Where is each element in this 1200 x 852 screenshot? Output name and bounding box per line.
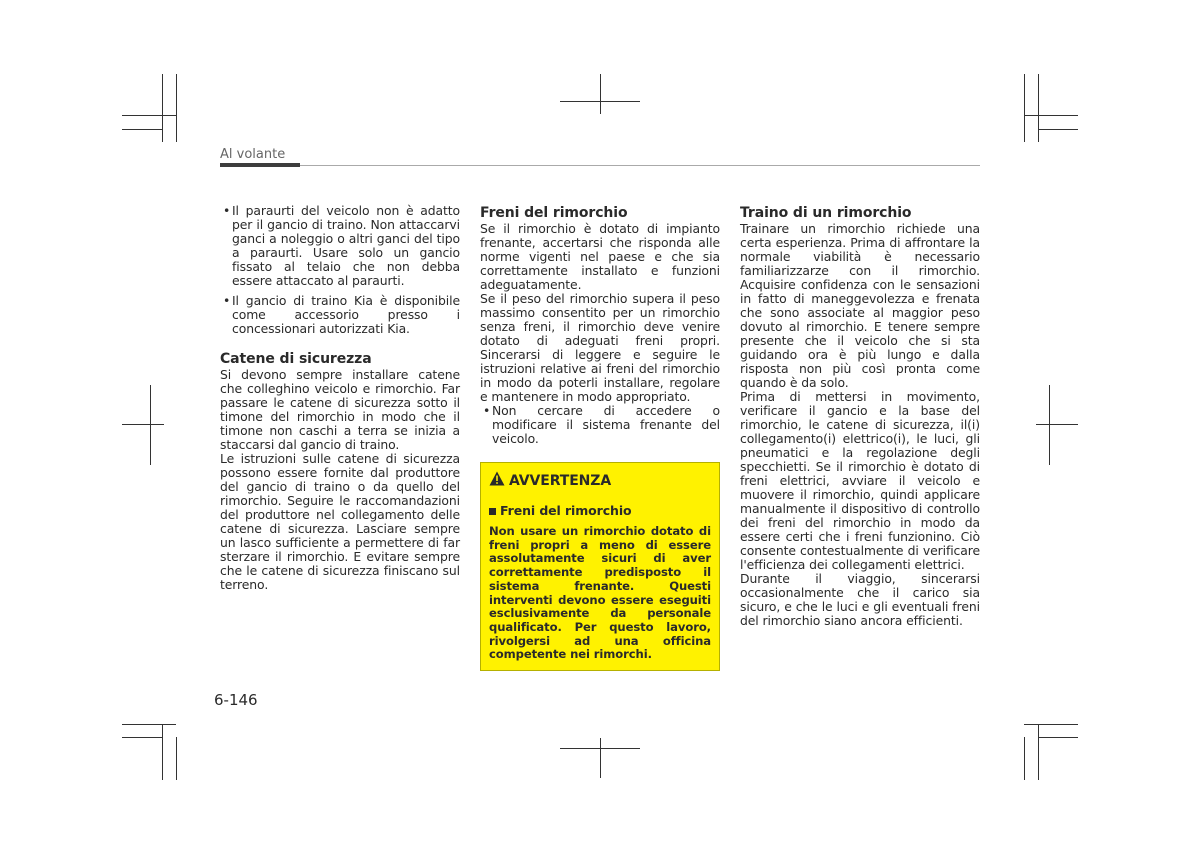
crop-mark [1024,724,1078,725]
warning-title [489,471,711,491]
crop-mark [162,724,163,780]
paragraph: Se il rimorchio è dotato di impianto frenante, accertarsi che risponda alle norme vigenti nel paese e che sia correttamente installato e funzioni adeguatamente. [480,221,720,292]
registration-mark [600,738,601,778]
warning-title-text: AVVERTENZA [509,473,612,489]
paragraph: Se il peso del rimorchio supera il peso massimo consentito per un rimorchio senza freni, il rimorchio deve venire dotato di adeguati freni propri. Sincerarsi di leggere e seguire le istruzioni relative ai freni del rimorchio in modo da poterli installare, regolare e mantenere in modo appropriato. [480,291,720,404]
paragraph: Prima di mettersi in movimento, verificare il gancio e la base del rimorchio, le catene di sicurezza, il(i) collegamento(i) elettrico(i), le luci, gli pneumatici e la regolazione degli specchietti. Se il rimorchio è dotato di freni elettrici, avviare il veicolo e muovere il rimorchio, quindi applicare manualmente il dispositivo di controllo dei freni del rimorchio in modo da essere certi che i freni funzionino. Ciò consente contestualmente di verificare l'efficienza dei collegamenti elettrici. [740,389,980,572]
paragraph: Trainare un rimorchio richiede una certa esperienza. Prima di affrontare la normale viabilità è necessario familiarizzarze con il rimorchio. Acquisire confidenza con le sensazioni in fatto di maneggevolezza e frenata che sono associate al maggior peso dovuto al rimorchio. E tenere sempre presente che il veicolo che si sta guidando ora è più lungo e dalla risposta non più così pronta come quando è da solo. [740,221,980,390]
paragraph: Si devono sempre installare catene che colleghino veicolo e rimorchio. Far passare le catene di sicurezza sotto il timone del rimorchio in modo che il timone non caschi a terra se inizia a staccarsi dal gancio di traino. [220,367,460,452]
section-title-safety-chains: Catene di sicurezza [220,351,372,367]
section-title-towing: Traino di un rimorchio [740,205,912,221]
column-right [740,204,980,628]
paragraph: Le istruzioni sulle catene di sicurezza possono essere fornite dal produttore del gancio di traino o da quello del rimorchio. Seguire le raccomandazioni del produttore nel collegamento delle catene di sicurezza. Lasciare sempre un lasco sufficiente a permettere di far sterzare il rimorchio. E evitare sempre che le catene di sicurezza finiscano sul terreno. [220,451,460,592]
column-middle [480,204,720,671]
warning-box [480,462,720,671]
crop-mark [122,737,162,738]
crop-mark [176,74,177,142]
crop-mark [122,115,176,116]
crop-mark [1024,737,1025,780]
crop-mark [176,737,177,780]
column-left [220,204,460,592]
warning-body: Non usare un rimorchio dotato di freni propri a meno di essere assolutamente sicuri di aver correttamente predisposto il sistema frenante. Questi interventi devono essere eseguiti esclusivamente da personale qualificato. Per questo lavoro, rivolgersi ad una officina competente nei rimorchi. [489,524,711,662]
warning-subtitle [489,503,711,519]
crop-mark [122,129,162,130]
bullet-item: • Non cercare di accedere o modificare il sistema frenante del veicolo. [480,404,720,446]
paragraph: Durante il viaggio, sincerarsi occasionalmente che il carico sia sicuro, e che le luci e gli eventuali freni del rimorchio siano ancora efficienti. [740,571,980,628]
crop-mark [1038,129,1078,130]
crop-mark [1024,115,1078,116]
registration-mark [1049,385,1050,465]
running-header: Al volante [220,147,286,162]
registration-mark [122,424,164,425]
crop-mark [162,74,163,142]
crop-mark [1038,74,1039,142]
header-rule [220,163,300,167]
bullet-item: • Il gancio di traino Kia è disponibile come accessorio presso i concessionari autorizzati Kia. [220,294,460,336]
header-rule [300,165,980,166]
registration-mark [1036,424,1078,425]
registration-mark [150,385,151,465]
crop-mark [1038,724,1039,780]
crop-mark [122,724,176,725]
bullet-item: • Il paraurti del veicolo non è adatto per il gancio di traino. Non attaccarvi ganci a noleggio o altri ganci del tipo a paraurti. Usare solo un gancio fissato al telaio che non debba essere attaccato al paraurti. [220,204,460,288]
registration-mark [600,74,601,114]
page-number: 6-146 [214,691,258,709]
registration-mark [560,748,640,749]
registration-mark [560,101,640,102]
crop-mark [1024,74,1025,142]
warning-subtitle-text: Freni del rimorchio [500,503,632,518]
square-bullet-icon [489,508,496,515]
section-title-trailer-brakes: Freni del rimorchio [480,205,628,221]
warning-triangle-icon [489,471,505,491]
crop-mark [1038,737,1078,738]
